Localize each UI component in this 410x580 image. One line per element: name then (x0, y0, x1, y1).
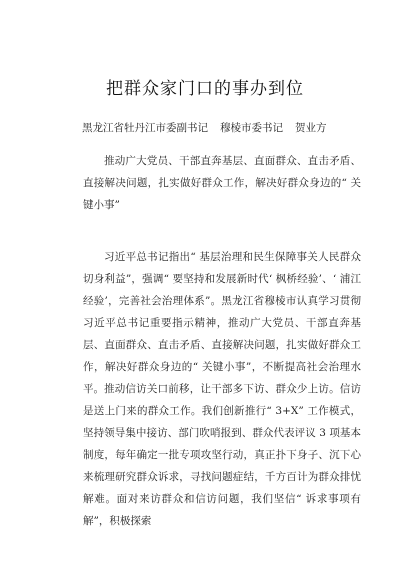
paragraph-lead: 推动广大党员、干部直奔基层、直面群众、直击矛盾、直接解决问题，扎实做好群众工作，解决好群众身边的“ 关键小事” (83, 155, 361, 211)
paragraph-body: 推动信访关口前移，让干部多下访、群众少上访。信访是送上门来的群众工作。我们创新推行“ 3+X” 工作模式，坚持领导集中接访、部门吹哨报到、群众代表评议 3 项基本制度，每年确定一批专项攻坚行动，真正扑下身子、沉下心来梳理研究群众诉求，寻找问题症结，千方百计为群众排忧解难。面对来访群众和信访问题，我们坚信“ 诉求事项有解”，积极探索 (83, 383, 361, 527)
author-byline (82, 120, 327, 136)
paragraph-body: 习近平总书记指出“ 基层治理和民生保障事关人民群众切身利益”，强调“ 要坚持和发展新时代‘ 枫桥经验’、‘ 浦江经验’，完善社会治理体系”。黑龙江省穆棱市认真学习贯彻习近平总书记重要指示精神，推动广大党员、干部直奔基层、直面群众、直击矛盾、直接解决问题，扎实做好群众工作，解决好群众身边的“ 关键小事”，不断提高社会治理水平。 (83, 251, 361, 395)
author-name: 贺业方 (295, 122, 327, 134)
page-title: 把群众家门口的事办到位 (106, 79, 304, 99)
author-affiliation: 黑龙江省牡丹江市委副书记 (82, 122, 208, 134)
author-position: 穆棱市委书记 (220, 122, 283, 134)
